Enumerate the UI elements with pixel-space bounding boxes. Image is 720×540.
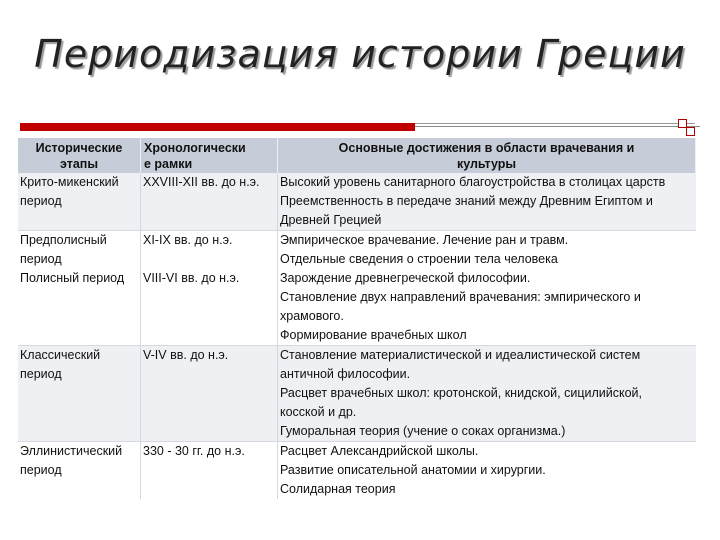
stage-cell [18, 269, 141, 346]
stage-text: период [20, 463, 62, 477]
table-row [18, 173, 696, 231]
achievement-text: Высокий уровень санитарного благоустройства в столицах царств [280, 175, 666, 189]
dates-cell [141, 173, 278, 231]
stage-text: Полисный период [20, 271, 125, 285]
decorative-square-icon [686, 127, 695, 136]
header-text: Основные достижения в области врачевания и [338, 141, 635, 155]
achievement-text: Зарождение древнегреческой философии. [280, 271, 531, 285]
achievement-text: Гуморальная теория (учение о соках организма.) [280, 424, 566, 438]
achievement-text: Становление материалистической и идеалистической систем [280, 348, 641, 362]
stage-text: Классический [20, 348, 101, 362]
header-stages [18, 138, 141, 173]
achievement-text: косской и др. [280, 405, 357, 419]
achievement-text: Формирование врачебных школ [280, 328, 467, 342]
table-row [18, 231, 696, 270]
stage-text: период [20, 367, 62, 381]
header-text: Исторические [35, 141, 123, 155]
achievement-text: Древней Грецией [280, 213, 382, 227]
stage-text: период [20, 252, 62, 266]
achievement-text: Отдельные сведения о строении тела человека [280, 252, 558, 266]
table-header-row [18, 138, 696, 173]
header-text: культуры [456, 157, 517, 171]
stage-cell [18, 346, 141, 442]
achievements-cell [278, 231, 696, 270]
dates-cell [141, 269, 278, 346]
stage-cell [18, 231, 141, 270]
dates-cell [141, 442, 278, 500]
achievements-cell [278, 173, 696, 231]
header-text: Хронологически [144, 141, 246, 155]
dates-text: XI-IX вв. до н.э. [143, 233, 233, 247]
header-chronology [141, 138, 278, 173]
dates-text: V-IV вв. до н.э. [143, 348, 229, 362]
achievement-text: Эмпирическое врачевание. Лечение ран и травм. [280, 233, 569, 247]
achievement-text: античной философии. [280, 367, 411, 381]
table-row [18, 269, 696, 346]
achievements-cell [278, 346, 696, 442]
achievement-text: Становление двух направлений врачевания: эмпирического и [280, 290, 641, 304]
stage-text: Эллинистический [20, 444, 123, 458]
divider-line-right [415, 123, 695, 124]
achievements-cell [278, 442, 696, 500]
dates-text: 330 - 30 гг. до н.э. [143, 444, 245, 458]
dates-text: VIII-VI вв. до н.э. [143, 271, 240, 285]
accent-bar [20, 123, 415, 131]
table-row [18, 346, 696, 442]
stage-text: Предполисный [20, 233, 107, 247]
periodization-table [18, 138, 696, 499]
header-text: е рамки [144, 157, 193, 171]
stage-cell [18, 442, 141, 500]
table-row [18, 442, 696, 500]
header-text: этапы [59, 157, 99, 171]
achievements-cell [278, 269, 696, 346]
stage-text: Крито-микенский [20, 175, 119, 189]
achievement-text: Расцвет врачебных школ: кротонской, книдской, сицилийской, [280, 386, 642, 400]
header-achievements [278, 138, 696, 173]
achievement-text: Расцвет Александрийской школы. [280, 444, 479, 458]
achievement-text: Развитие описательной анатомии и хирургии. [280, 463, 546, 477]
dates-cell [141, 231, 278, 270]
dates-text: XXVIII-XII вв. до н.э. [143, 175, 260, 189]
stage-cell [18, 173, 141, 231]
achievement-text: Преемственность в передаче знаний между Древним Египтом и [280, 194, 653, 208]
slide-title: Периодизация истории Греции [34, 32, 686, 76]
achievement-text: Солидарная теория [280, 482, 396, 496]
dates-cell [141, 346, 278, 442]
achievement-text: храмового. [280, 309, 344, 323]
stage-text: период [20, 194, 62, 208]
